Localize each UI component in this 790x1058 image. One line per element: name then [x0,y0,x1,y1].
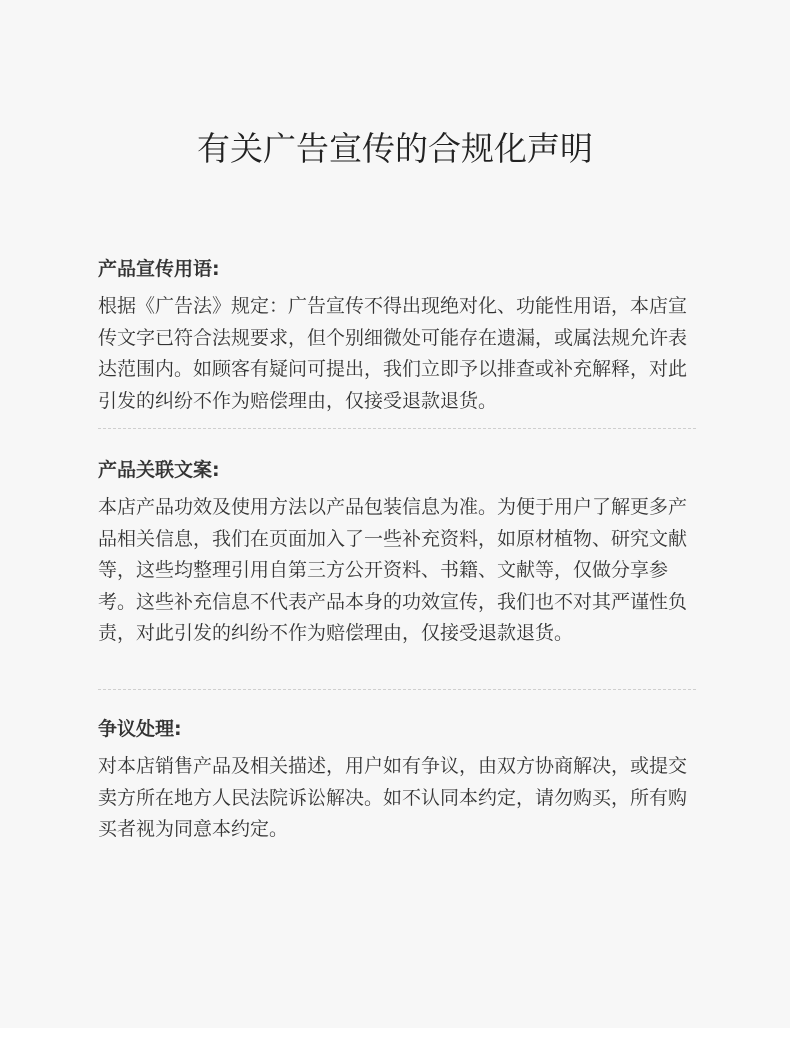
section-dispute-resolution [98,716,698,846]
page-title: 有关广告宣传的合规化声明 [197,129,593,168]
section-product-promotion-terms [98,256,698,417]
section-heading: 产品宣传用语: [98,258,220,280]
section-body: 本店产品功效及使用方法以产品包装信息为准。为便于用户了解更多产品相关信息，我们在页面加入了一些补充资料，如原材植物、研究文献等，这些均整理引用自第三方公开资料、书籍、文献等，仅做分享参考。这些补充信息不代表产品本身的功效宣传，我们也不对其严谨性负责，对此引发的纠纷不作为赔偿理由，仅接受退款退货。 [98,496,688,644]
section-product-related-copy [98,457,698,650]
dashed-divider [98,689,696,690]
section-heading: 争议处理: [98,718,182,740]
section-body: 根据《广告法》规定：广告宣传不得出现绝对化、功能性用语，本店宣传文字已符合法规要求，但个别细微处可能存在遗漏，或属法规允许表达范围内。如顾客有疑问可提出，我们立即予以排查或补充解释，对此引发的纠纷不作为赔偿理由，仅接受退款退货。 [98,295,688,412]
section-heading: 产品关联文案: [98,459,220,481]
section-body: 对本店销售产品及相关描述，用户如有争议，由双方协商解决，或提交卖方所在地方人民法院诉讼解决。如不认同本约定，请勿购买，所有购买者视为同意本约定。 [98,755,688,840]
dashed-divider [98,428,696,429]
